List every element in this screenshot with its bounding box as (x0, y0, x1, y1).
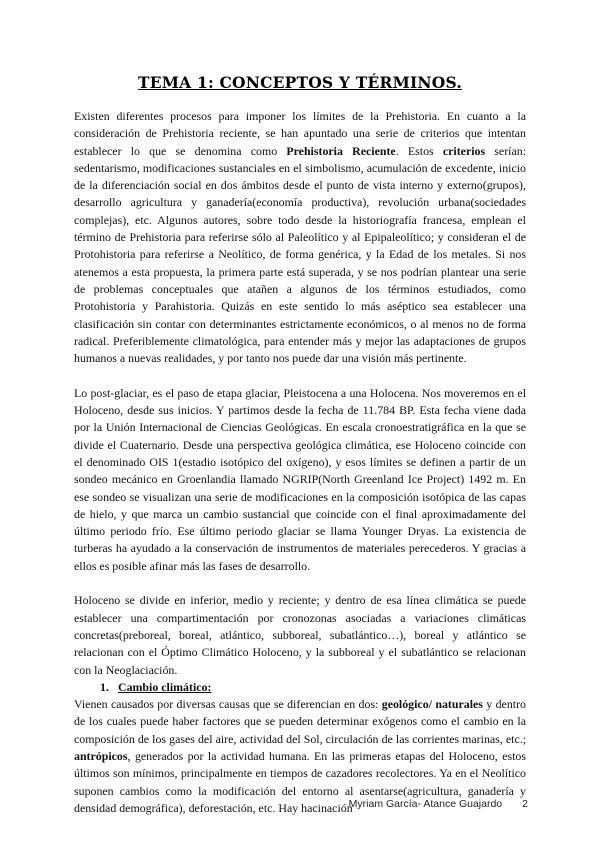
section-heading-text: Cambio climático: (118, 679, 212, 694)
paragraph-text: y dentro de los cuales puede haber factores que se pueden determinar exógenos como el cambio en la composición de los gases del aire, actividad del Sol, circulación de las corrientes marinas, etc.; (74, 697, 526, 746)
paragraph-text: Existen diferentes procesos para imponer los límites de la Prehistoria. En cuanto a la consideración de Prehistoria reciente, se han apuntado una serie de criterios que intentan establecer lo que se denomina como (74, 109, 526, 158)
paragraph-holoceno: Holoceno se divide en inferior, medio y reciente; y dentro de esa línea climática se puede establecer una compartimentación por cronozonas asociadas a variaciones climáticas concretas(preboreal, boreal, atlántico, subboreal, subatlántico…), boreal y atlántico se relacionan con el Óptimo Climático Holoceno, y la subboreal y el subatlántico se relacionan con la Neoglaciación. (74, 593, 526, 677)
paragraph-text: serían: sedentarismo, modificaciones sustanciales en el simbolismo, acumulación de excedente, inicio de la diferenciación social en dos ámbitos desde el punto de vista interno y externo(grupos), desarrollo agricultura y ganadería(economía productiva), revolución urbana(sociedades complejas), etc. Algunos autores, sobre todo desde la historiografía francesa, emplean el término de Prehistoria para referirse sólo al Paleolítico y al Epipaleolítico; y consideran el de Protohistoria para referirse a Neolítico, de forma genérica, y la Edad de los metales. Si nos atenemos a esta propuesta, la primera parte está superada, y se nos podrían plantear una serie de problemas conceptuales que atañen a algunos de los términos estudiados, como Protohistoria y Parahistoria. Quizás en este sentido lo más aséptico sea establecer una clasificación sin contar con determinantes estrictamente económicos, o al menos no de forma radical. Preferiblemente climatológica, para entender más y mejor las adaptaciones de grupos humanos a nuevas realidades, y por tanto nos puede dar una visión más pertinente. (74, 143, 527, 366)
page-footer (300, 798, 528, 810)
section-heading-cambio-climatico (74, 679, 526, 696)
paragraph-prehistoria (74, 108, 526, 367)
page-title: TEMA 1: CONCEPTOS Y TÉRMINOS. (138, 73, 462, 92)
bold-term-geologico: geológico/ naturales (381, 697, 483, 712)
bold-term-prehistoria-reciente: Prehistoria Reciente (286, 143, 396, 158)
paragraph-text: Vienen causados por diversas causas que se diferencian en dos: (74, 697, 382, 712)
paragraph-text: , generados por la actividad humana. En las primeras etapas del Holoceno, estos últimos son mínimos, principalmente en tiempos de cazadores recolectores. Ya en el Neolítico suponen cambios como la modificación del entorno al asentarse(agricultura, ganadería y densidad demográfica), deforestación, etc. Hay hacinación (74, 748, 526, 815)
bold-term-antropicos: antrópicos (74, 748, 128, 763)
document-body (74, 108, 526, 817)
section-number: 1. (100, 679, 109, 694)
paragraph-post-glaciar: Lo post-glaciar, es el paso de etapa glaciar, Pleistocena a una Holocena. Nos moveremos en el Holoceno, desde sus inicios. Y partimos desde la fecha de 11.784 BP. Esta fecha viene dada por la Unión Internacional de Ciencias Geológicas. En escala cronoestratigráfica en la que se divide el Cuaternario. Desde una perspectiva geológica climática, ese Holoceno coincide con el denominado OIS 1(estadio isotópico del oxígeno), y esos límites se definen a partir de un sondeo mecánico en Groenlandia llamado NGRIP(North Greenland Ice Project) 1492 m. En ese sondeo se visualizan una serie de modificaciones en la composición isotópica de las capas de hielo, y que marca un cambio sustancial que coincide con el final aproximadamente del último periodo frío. Ese último periodo glaciar se llama Younger Dryas. La existencia de turberas ha ayudado a la conservación de instrumentos de materiales perecederos. Y gracias a ellos es posible afinar más las fases de desarrollo. (74, 385, 526, 573)
footer-author: Myriam García- Atance Guajardo (348, 798, 503, 810)
bold-term-criterios: criterios (442, 143, 486, 158)
paragraph-text: . Estos (395, 143, 443, 158)
page-number: 2 (522, 798, 528, 810)
